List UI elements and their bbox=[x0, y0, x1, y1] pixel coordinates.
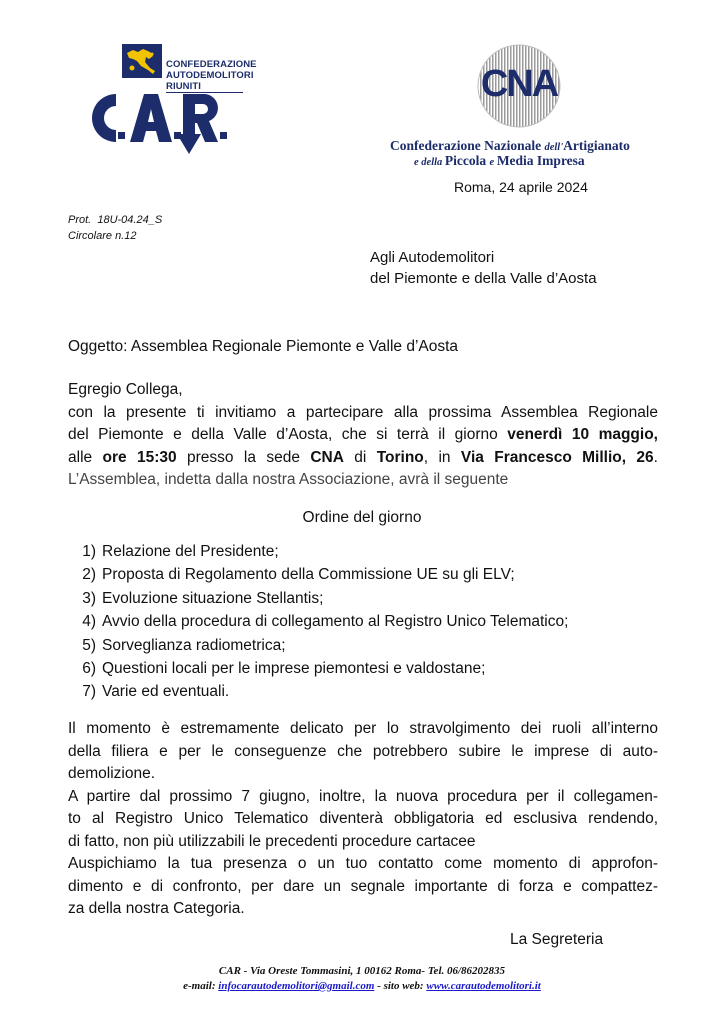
closing-p2-line3: di fatto, non più utilizzabili le precedenti procedure cartacee bbox=[68, 832, 476, 850]
footer-email-link[interactable]: infocarautodemolitori@gmail.com bbox=[218, 980, 375, 992]
closing-p1-line2: della filiera e per le conseguenze che potrebbero subire le imprese di auto- bbox=[68, 742, 658, 760]
footer bbox=[0, 964, 724, 994]
car-logo bbox=[80, 42, 255, 164]
agenda-item-text: Sorveglianza radiometrica; bbox=[102, 636, 286, 654]
cna-name-line2: e della Piccola e Media Impresa bbox=[414, 153, 585, 168]
invite-line2: del Piemonte e della Valle d’Aosta, che si terrà il giorno venerdì 10 maggio, bbox=[68, 426, 658, 443]
agenda-item-text: Proposta di Regolamento della Commissione UE su gli ELV; bbox=[102, 566, 515, 584]
car-org-line1: CONFEDERAZIONE bbox=[166, 59, 257, 70]
agenda-item-number: 1) bbox=[82, 543, 96, 560]
agenda-item-text: Questioni locali per le imprese piemontesi e valdostane; bbox=[102, 660, 486, 678]
footer-contacts: e-mail: infocarautodemolitori@gmail.com - sito web: www.carautodemolitori.it bbox=[183, 980, 541, 992]
closing-p2-line2: to al Registro Unico Telematico diventerà obbligatoria ed esclusiva rendendo, bbox=[68, 810, 658, 827]
protocol-number: Prot. 18U-04.24_S bbox=[68, 214, 163, 226]
agenda-item-text: Relazione del Presidente; bbox=[102, 543, 279, 560]
agenda-item bbox=[72, 610, 568, 633]
agenda-item bbox=[72, 563, 568, 586]
closing-p3-line3: za della nostra Categoria. bbox=[68, 900, 245, 917]
recipient-line1: Agli Autodemolitori bbox=[370, 249, 495, 266]
agenda-item bbox=[72, 634, 568, 657]
agenda-item-number: 4) bbox=[82, 613, 96, 631]
agenda-item bbox=[72, 540, 568, 563]
car-org-line3: RIUNITI bbox=[166, 81, 243, 93]
cna-name-line1: Confederazione Nazionale dell'Artigianato bbox=[390, 138, 630, 153]
circular-number: Circolare n.12 bbox=[68, 230, 137, 242]
agenda-item-number: 5) bbox=[82, 636, 96, 654]
letter-date: Roma, 24 aprile 2024 bbox=[454, 179, 588, 195]
agenda-item-text: Evoluzione situazione Stellantis; bbox=[102, 589, 324, 607]
agenda-list bbox=[72, 540, 568, 704]
salutation: Egregio Collega, bbox=[68, 381, 183, 398]
invite-paragraph bbox=[68, 379, 658, 492]
invite-line4: L’Assemblea, indetta dalla nostra Associazione, avrà il seguente bbox=[68, 471, 509, 488]
agenda-item bbox=[72, 657, 568, 680]
footer-address: CAR - Via Oreste Tommasini, 1 00162 Roma- Tel. 06/86202835 bbox=[218, 965, 506, 977]
agenda-item-text: Varie ed eventuali. bbox=[102, 683, 230, 701]
closing-p3-line1: Auspichiamo la tua presenza o un tuo contatto come momento di approfon- bbox=[68, 855, 658, 872]
closing-p2-line1: A partire dal prossimo 7 giugno, inoltre, la nuova procedura per il collegamen- bbox=[68, 787, 658, 805]
signature: La Segreteria bbox=[510, 931, 604, 948]
italy-map-icon bbox=[122, 44, 162, 78]
agenda-item-text: Avvio della procedura di collegamento al Registro Unico Telematico; bbox=[102, 613, 569, 631]
car-org-line2: AUTODEMOLITORI bbox=[166, 70, 254, 81]
cna-acronym: CNA bbox=[480, 63, 558, 105]
agenda-item-number: 6) bbox=[82, 660, 96, 678]
agenda-title: Ordine del giorno bbox=[302, 509, 422, 526]
subject-line: Oggetto: Assemblea Regionale Piemonte e Valle d’Aosta bbox=[68, 338, 459, 355]
closing-p1-line1: Il momento è estremamente delicato per lo stravolgimento dei ruoli all’interno bbox=[68, 720, 658, 737]
closing-p1-line3: demolizione. bbox=[68, 765, 156, 782]
car-acronym-mark bbox=[80, 82, 230, 169]
agenda-item-number: 2) bbox=[82, 566, 96, 584]
agenda-item bbox=[72, 680, 568, 703]
agenda-item-number: 7) bbox=[82, 683, 96, 701]
closing-paragraph bbox=[68, 718, 658, 921]
agenda-item-number: 3) bbox=[82, 589, 96, 607]
footer-website-link[interactable]: www.carautodemolitori.it bbox=[426, 980, 541, 992]
agenda-item bbox=[72, 587, 568, 610]
invite-line1: con la presente ti invitiamo a partecipare alla prossima Assemblea Regionale bbox=[68, 403, 658, 421]
closing-p3-line2: dimento e di confronto, per dare un segnale importante di forza e compattez- bbox=[68, 877, 658, 895]
invite-line3: alle ore 15:30 presso la sede CNA di Torino, in Via Francesco Millio, 26. bbox=[68, 448, 658, 466]
recipient-line2: del Piemonte e della Valle d’Aosta bbox=[370, 270, 597, 287]
